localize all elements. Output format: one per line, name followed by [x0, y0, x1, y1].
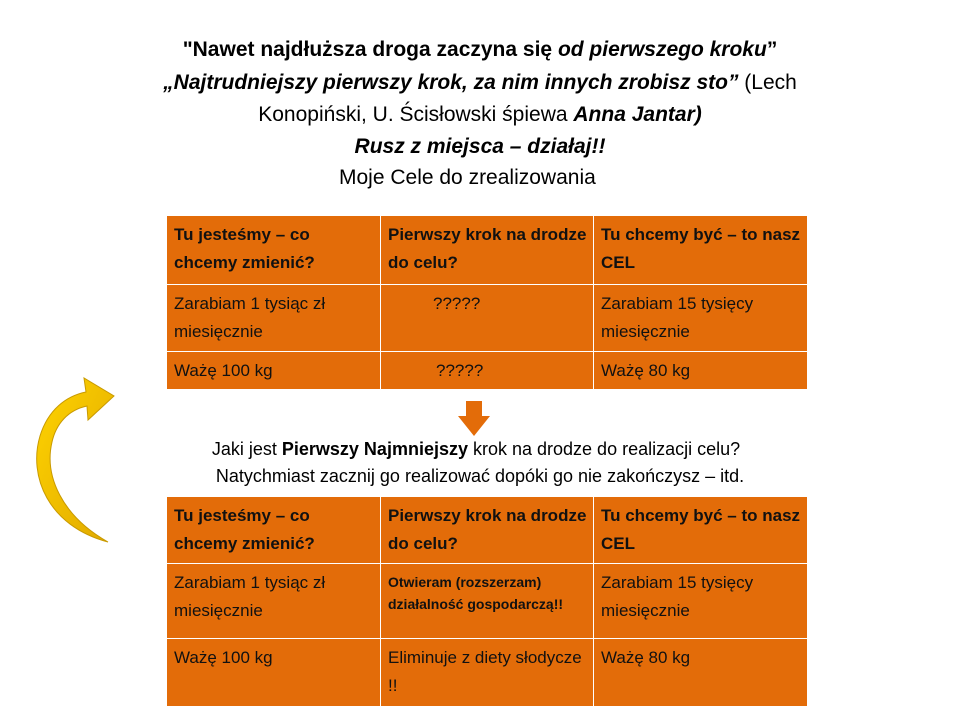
- table-row: [167, 639, 808, 707]
- first-step-question: [0, 439, 956, 460]
- table-cell: [381, 564, 594, 639]
- table-cell: Zarabiam 15 tysięcy miesięcznie: [594, 285, 808, 352]
- table-header-row: [167, 497, 808, 564]
- table-row: [167, 285, 808, 352]
- question-marks: ?????: [433, 294, 481, 313]
- quote-line-3: [0, 103, 960, 127]
- page-subtitle: Moje Cele do zrealizowania: [339, 166, 596, 189]
- question-marks: ?????: [436, 361, 484, 380]
- table-cell: Zarabiam 1 tysiąc zł miesięcznie: [167, 285, 381, 352]
- quote-line-4: Rusz z miejsca – działaj!!: [354, 135, 606, 158]
- header-cell: Tu jesteśmy – co chcemy zmienić?: [167, 497, 381, 564]
- goals-table-1: [166, 215, 808, 390]
- quote-line-1: [0, 38, 960, 62]
- header-cell: Tu jesteśmy – co chcemy zmienić?: [167, 216, 381, 285]
- table-row: [167, 352, 808, 390]
- quote-line-3-text: Konopiński, U. Ścisłowski śpiewa: [258, 103, 574, 126]
- quote-line-2: [0, 71, 960, 95]
- table-cell: Ważę 80 kg: [594, 639, 808, 707]
- table-cell: Ważę 100 kg: [167, 352, 381, 390]
- quote-line-1-italic: od pierwszego kroku: [557, 38, 767, 61]
- quote-line-1-end: ”: [766, 38, 778, 61]
- goals-table-2: [166, 496, 808, 707]
- quote-line-2-italic: „Najtrudniejszy pierwszy krok, za nim innych zrobisz sto”: [163, 71, 745, 94]
- question-bold: Pierwszy Najmniejszy: [281, 439, 468, 459]
- table-row: [167, 564, 808, 639]
- header-cell: Tu chcemy być – to nasz CEL: [594, 216, 808, 285]
- question-text: Jaki jest: [211, 439, 282, 459]
- quote-line-3-singer: Anna Jantar): [573, 103, 702, 126]
- header-cell: Pierwszy krok na drodze do celu?: [381, 216, 594, 285]
- down-arrow-icon: [457, 401, 491, 437]
- header-cell: Pierwszy krok na drodze do celu?: [381, 497, 594, 564]
- table-cell: Zarabiam 15 tysięcy miesięcznie: [594, 564, 808, 639]
- header-cell: Tu chcemy być – to nasz CEL: [594, 497, 808, 564]
- table-header-row: [167, 216, 808, 285]
- table-cell: Ważę 100 kg: [167, 639, 381, 707]
- table-cell: Eliminuje z diety słodycze !!: [381, 639, 594, 707]
- table-cell: Zarabiam 1 tysiąc zł miesięcznie: [167, 564, 381, 639]
- table-cell: Ważę 80 kg: [594, 352, 808, 390]
- table-cell: [381, 285, 594, 352]
- table-cell: [381, 352, 594, 390]
- question-text-end: krok na drodze do realizacji celu?: [467, 439, 741, 459]
- quote-line-2-author: (Lech: [744, 71, 797, 94]
- quote-line-1-text: "Nawet najdłuższa droga zaczyna się: [182, 38, 558, 61]
- first-step-text: Otwieram (rozszerzam) działalność gospodarczą!!: [388, 574, 564, 612]
- action-instruction: Natychmiast zacznij go realizować dopóki go nie zakończysz – itd.: [215, 466, 745, 486]
